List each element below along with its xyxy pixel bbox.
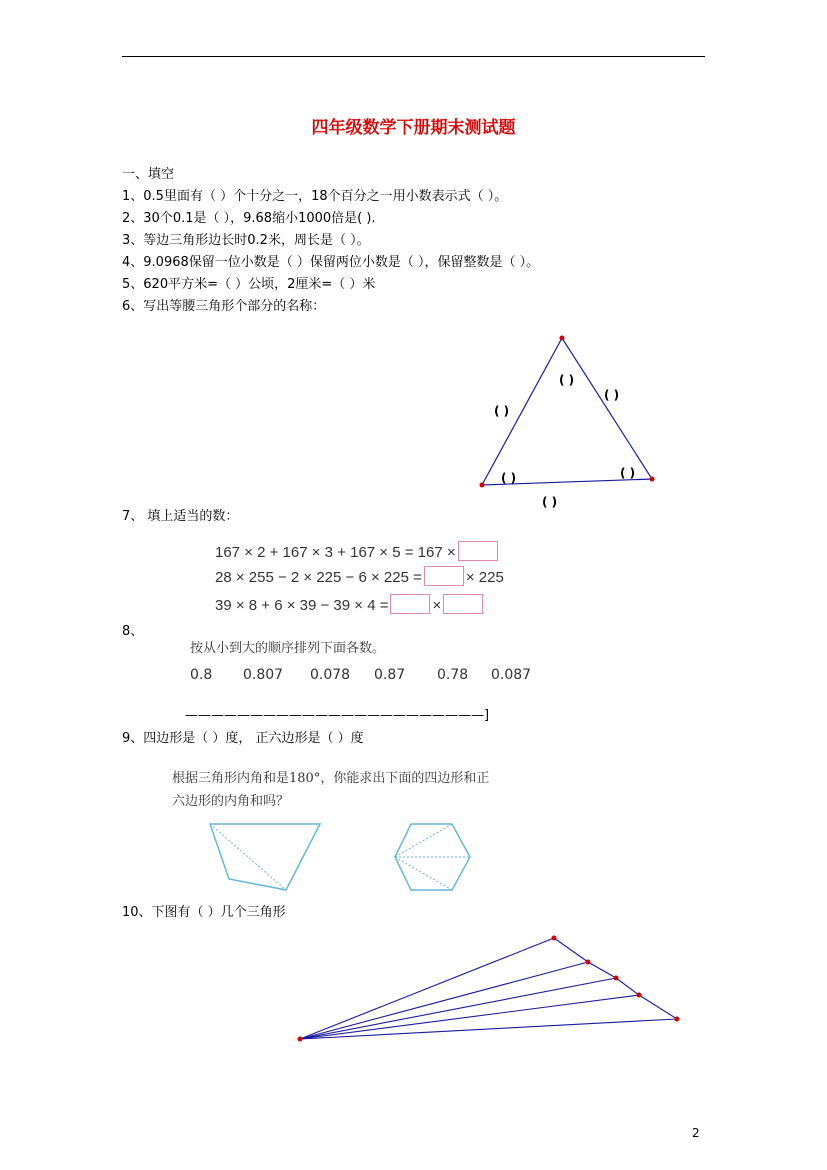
question-9-prompt-line2: 六边形的内角和吗？ xyxy=(172,794,290,809)
equation-2-tail: × 225 xyxy=(465,569,504,586)
page-title: 四年级数学下册期末测试题 xyxy=(311,118,516,138)
question-10: 10、下图有（ ）几个三角形 xyxy=(122,905,286,920)
question-8: 8、 xyxy=(122,624,144,639)
vertex-dot xyxy=(552,936,557,941)
label-right-leg: ( ) xyxy=(604,388,620,402)
number-item: 0.78 xyxy=(437,667,469,683)
number-item: 0.87 xyxy=(374,667,406,683)
question-9-prompt-line1: 根据三角形内角和是180°，你能求出下面的四边形和正 xyxy=(172,771,490,786)
label-base-angle-right: ( ) xyxy=(620,466,636,480)
label-base-angle-left: ( ) xyxy=(501,471,517,485)
vertex-dot xyxy=(298,1037,303,1042)
number-item: 0.8 xyxy=(190,667,213,683)
question-3: 3、等边三角形边长时0.2米，周长是（ ）。 xyxy=(122,233,370,248)
equation-3-text: 39 × 8 + 6 × 39 − 39 × 4 = xyxy=(215,597,389,614)
question-6: 6、写出等腰三角形个部分的名称： xyxy=(122,299,326,314)
equation-1-text: 167 × 2 + 167 × 3 + 167 × 5 = 167 × xyxy=(215,544,456,561)
number-item: 0.087 xyxy=(491,667,532,683)
vertex-dot xyxy=(675,1017,680,1022)
number-item: 0.078 xyxy=(310,667,351,683)
number-item: 0.807 xyxy=(243,667,284,683)
label-left-leg: ( ) xyxy=(494,404,510,418)
vertex-dot xyxy=(614,976,619,981)
vertex-dot xyxy=(586,960,591,965)
question-9: 9、四边形是（ ）度， 正六边形是（ ）度 xyxy=(122,731,364,746)
answer-line: ———————————————————————] xyxy=(185,708,490,723)
equation-3-times: × xyxy=(432,597,442,614)
question-2: 2、30个0.1是（ ），9.68缩小1000倍是( ). xyxy=(122,211,376,226)
question-5: 5、620平方米=（ ）公顷，2厘米=（ ）米 xyxy=(122,277,376,292)
vertex-dot xyxy=(637,993,642,998)
question-8-instruction: 按从小到大的顺序排列下面各数。 xyxy=(190,641,386,656)
question-7: 7、 填上适当的数： xyxy=(122,509,239,524)
section-heading: 一、填空 xyxy=(122,167,175,182)
equation-2-text: 28 × 255 − 2 × 225 − 6 × 225 = xyxy=(215,569,422,586)
label-base: ( ) xyxy=(542,495,558,509)
question-1: 1、0.5里面有（ ）个十分之一，18个百分之一用小数表示式（ ）。 xyxy=(122,189,508,204)
label-vertex-angle: ( ) xyxy=(559,373,575,387)
question-4: 4、9.0968保留一位小数是（ ）保留两位小数是（ ），保留整数是（ ）。 xyxy=(122,255,540,270)
page-number: 2 xyxy=(692,1126,700,1140)
